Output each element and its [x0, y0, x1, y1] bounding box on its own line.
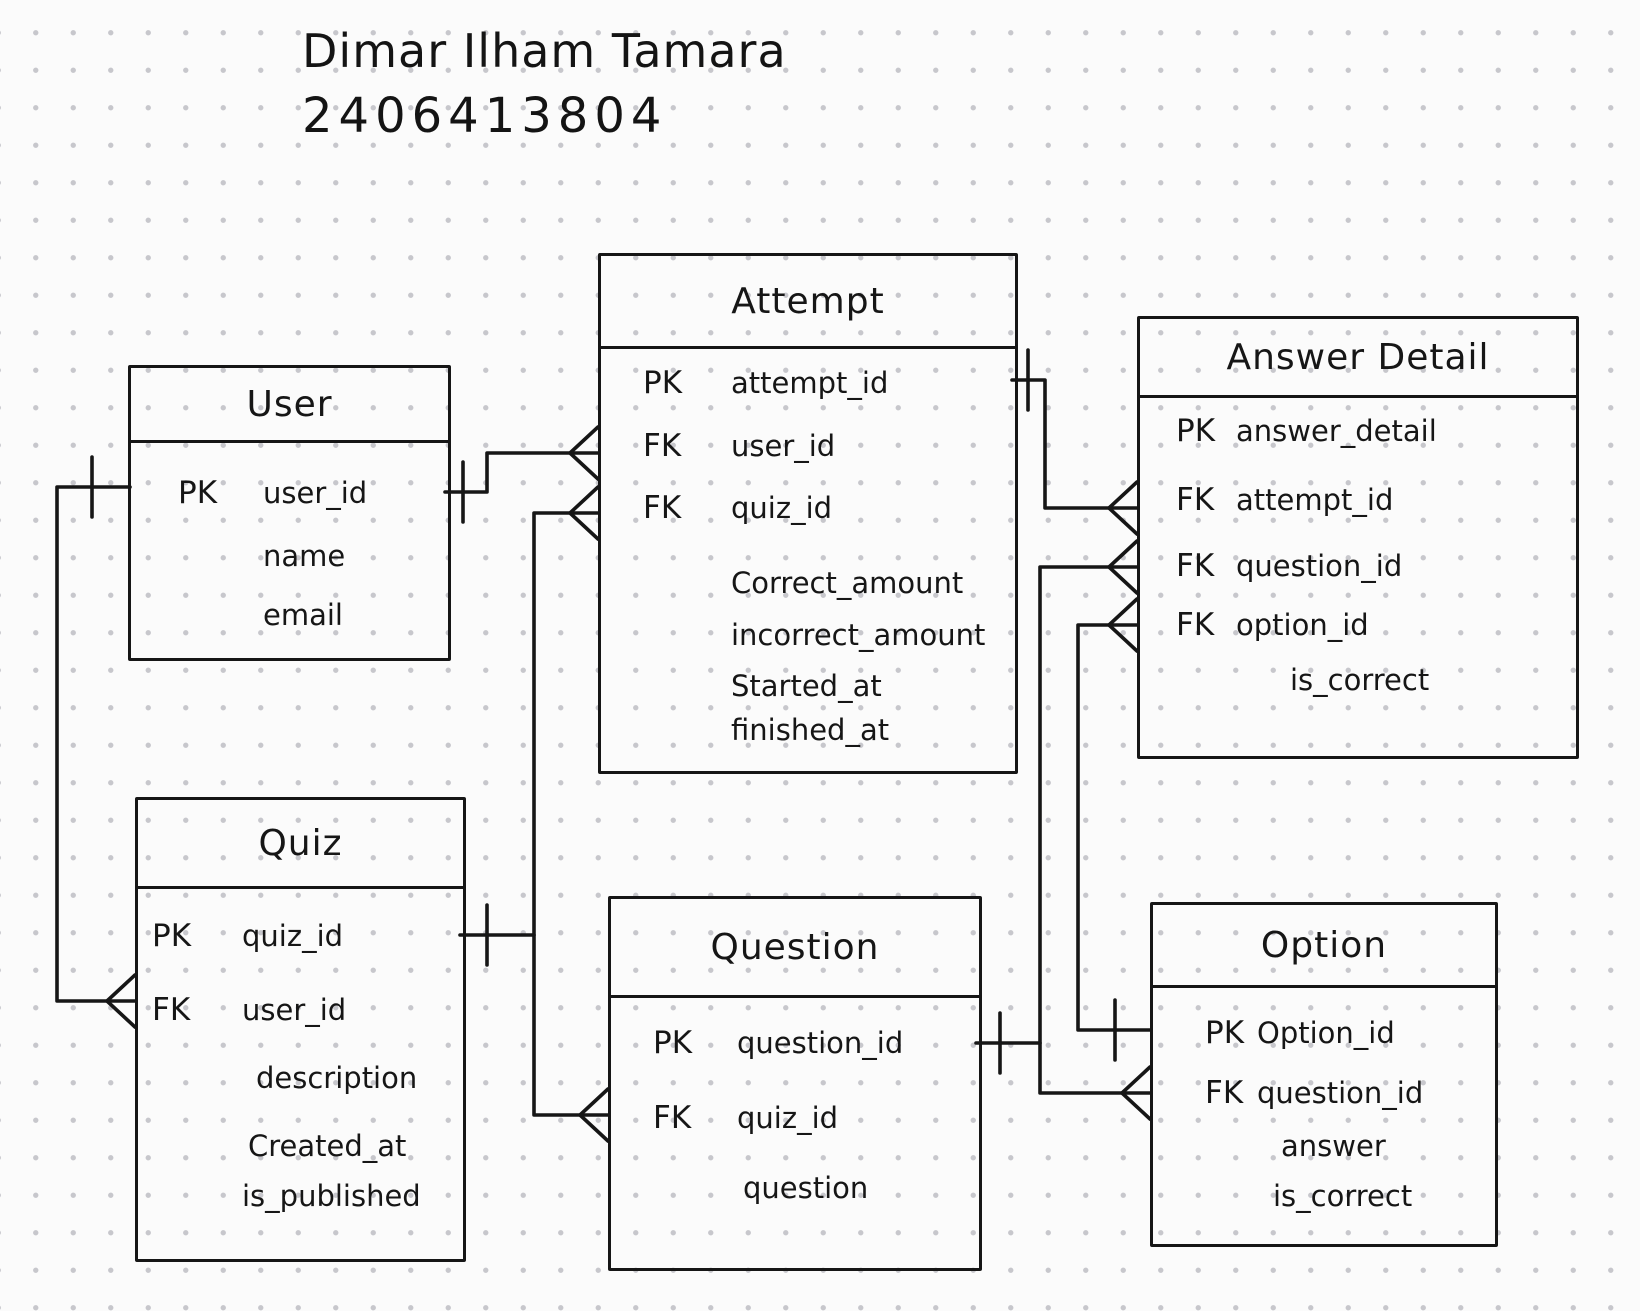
- entity-answer-detail-row-answer-detail: [1140, 409, 1576, 453]
- entity-answer-detail-row-question-id: [1140, 544, 1576, 588]
- field-name: question_id: [1257, 1076, 1424, 1110]
- entity-attempt-row-quiz-id: [601, 486, 1015, 530]
- rel-user-quiz-line: [57, 487, 135, 1001]
- field-name: email: [263, 598, 343, 632]
- rel-attempt-answer-detail: [1012, 350, 1137, 534]
- rel-user-quiz: [57, 457, 135, 1027]
- pk-label: PK: [152, 918, 192, 954]
- rel-quiz-attempt: [460, 487, 598, 965]
- field-name: user_id: [731, 429, 836, 463]
- entity-quiz-header: [138, 800, 463, 889]
- entity-attempt-row-user-id: [601, 424, 1015, 468]
- entity-answer-detail-header: [1140, 319, 1576, 398]
- field-name: answer_detail: [1236, 414, 1437, 448]
- entity-quiz-row-quiz-id: [138, 914, 463, 958]
- pk-label: PK: [1205, 1015, 1245, 1051]
- entity-option-row-question-id: [1153, 1071, 1495, 1115]
- entity-option-header: [1153, 905, 1495, 988]
- rel-quiz-question-line: [534, 935, 608, 1115]
- pk-label: PK: [643, 365, 683, 401]
- entity-attempt-header: [601, 256, 1015, 349]
- rel-question-option-line: [1040, 1043, 1150, 1093]
- field-name: option_id: [1236, 608, 1369, 642]
- fk-label: FK: [1176, 548, 1215, 584]
- rel-question-option: [1040, 1043, 1150, 1119]
- entity-quiz: [135, 797, 466, 1262]
- entity-question: [608, 896, 982, 1271]
- fk-label: FK: [1176, 607, 1215, 643]
- entity-answer-detail-row-is-correct: [1140, 658, 1576, 702]
- field-name: user_id: [242, 993, 347, 1027]
- field-name: user_id: [263, 476, 368, 510]
- entity-quiz-row-description: [138, 1056, 463, 1100]
- field-name: attempt_id: [1236, 483, 1394, 517]
- field-name: Correct_amount: [731, 566, 964, 600]
- entity-answer-detail-title: Answer Detail: [1226, 336, 1490, 378]
- entity-option-title: Option: [1260, 924, 1388, 966]
- author-name: Dimar Ilham Tamara: [302, 24, 787, 78]
- entity-question-row-question: [611, 1166, 979, 1210]
- entity-option-row-is-correct: [1153, 1174, 1495, 1218]
- entity-user-header: [131, 368, 448, 443]
- field-name: Option_id: [1257, 1016, 1395, 1050]
- fk-label: FK: [643, 428, 682, 464]
- entity-answer-detail: [1137, 316, 1579, 759]
- entity-quiz-row-created-at: [138, 1124, 463, 1168]
- field-name: question_id: [737, 1026, 904, 1060]
- field-name: quiz_id: [731, 491, 833, 525]
- entity-question-row-question-id: [611, 1021, 979, 1065]
- fk-label: FK: [653, 1100, 692, 1136]
- field-name: quiz_id: [737, 1101, 839, 1135]
- fk-label: FK: [1176, 482, 1215, 518]
- entity-option-row-answer: [1153, 1124, 1495, 1168]
- pk-label: PK: [178, 475, 218, 511]
- entity-attempt-row-attempt-id: [601, 361, 1015, 405]
- entity-user-row-email: [131, 593, 448, 637]
- entity-answer-detail-row-option-id: [1140, 603, 1576, 647]
- field-name: is_published: [242, 1179, 421, 1213]
- entity-quiz-title: Quiz: [258, 822, 343, 864]
- entity-option: [1150, 902, 1498, 1247]
- entity-attempt: [598, 253, 1018, 774]
- field-name: question: [743, 1171, 869, 1205]
- entity-attempt-row-started-at: [601, 664, 1015, 708]
- author-student-id: 2406413804: [302, 88, 668, 144]
- field-name: name: [263, 539, 346, 573]
- field-name: answer: [1281, 1129, 1386, 1163]
- entity-attempt-title: Attempt: [731, 280, 885, 322]
- entity-attempt-row-finished-at: [601, 708, 1015, 752]
- rel-quiz-question: [534, 935, 608, 1141]
- field-name: is_correct: [1290, 663, 1430, 697]
- entity-attempt-row-incorrect-amount: [601, 613, 1015, 657]
- rel-quiz-attempt-line: [460, 513, 598, 935]
- entity-user: [128, 365, 451, 661]
- entity-answer-detail-row-attempt-id: [1140, 478, 1576, 522]
- pk-label: PK: [653, 1025, 693, 1061]
- field-name: finished_at: [731, 713, 890, 747]
- field-name: attempt_id: [731, 366, 889, 400]
- fk-label: FK: [643, 490, 682, 526]
- field-name: Created_at: [248, 1129, 407, 1163]
- field-name: Started_at: [731, 669, 882, 703]
- entity-user-row-name: [131, 534, 448, 578]
- entity-user-row-user-id: [131, 471, 448, 515]
- fk-label: FK: [1205, 1075, 1244, 1111]
- field-name: question_id: [1236, 549, 1403, 583]
- entity-option-row-option-id: [1153, 1011, 1495, 1055]
- entity-quiz-row-is-published: [138, 1174, 463, 1218]
- field-name: incorrect_amount: [731, 618, 986, 652]
- entity-user-title: User: [246, 383, 333, 425]
- entity-quiz-row-user-id: [138, 988, 463, 1032]
- fk-label: FK: [152, 992, 191, 1028]
- entity-question-header: [611, 899, 979, 998]
- field-name: quiz_id: [242, 919, 344, 953]
- entity-question-title: Question: [710, 926, 880, 968]
- entity-attempt-row-correct-amount: [601, 561, 1015, 605]
- pk-label: PK: [1176, 413, 1216, 449]
- rel-attempt-answer-detail-line: [1012, 380, 1137, 508]
- entity-question-row-quiz-id: [611, 1096, 979, 1140]
- field-name: is_correct: [1273, 1179, 1413, 1213]
- field-name: description: [256, 1061, 418, 1095]
